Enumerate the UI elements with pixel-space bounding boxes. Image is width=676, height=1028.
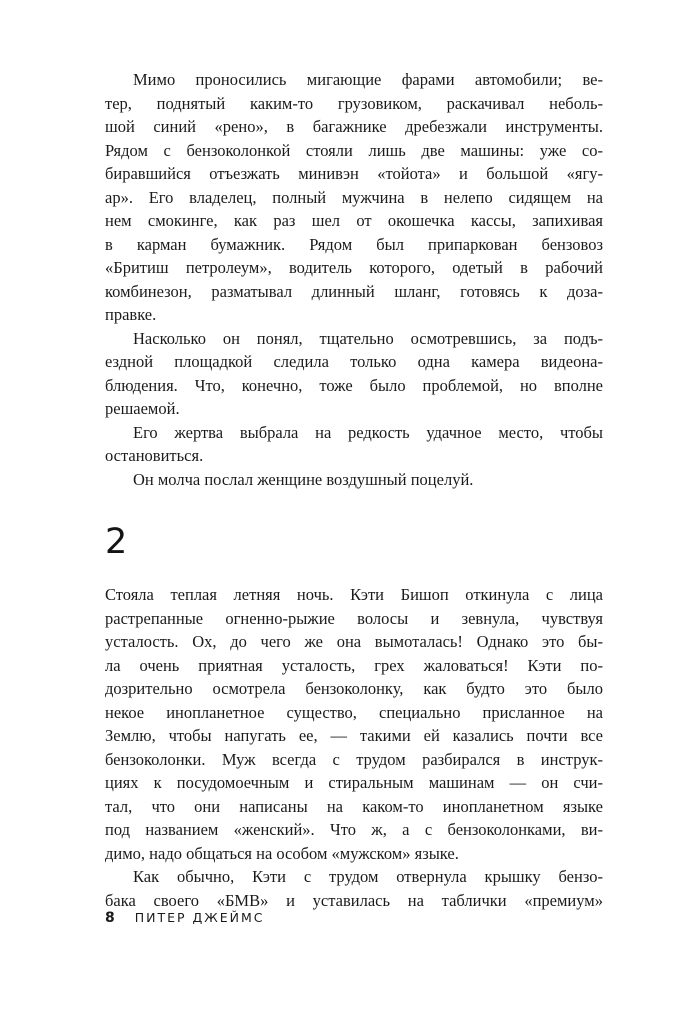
- paragraph: [105, 68, 603, 327]
- paragraph: [105, 468, 603, 492]
- chapter-number: 2: [105, 522, 128, 562]
- paragraph: [105, 327, 603, 421]
- text-line: бака своего «БМВ» и уставилась на таблички «премиум»: [105, 890, 603, 910]
- text-line: Землю, чтобы напугать ее, — такими ей казались почти все: [105, 726, 603, 745]
- text-line: Рядом с бензоколонкой стояли лишь две машины: уже со-: [105, 140, 603, 160]
- text-line: нем смокинге, как раз шел от окошечка кассы, запихивая: [105, 211, 603, 230]
- text-line: усталость. Ох, до чего же она вымоталась! Однако это бы-: [105, 632, 603, 651]
- text-line: тал, что они написаны на каком-то инопланетном языке: [105, 796, 603, 816]
- text-line: Как обычно, Кэти с трудом отвернула крышку бензо-: [133, 867, 603, 886]
- text-line: биравшийся отъезжать минивэн «тойота» и большой «ягу-: [105, 164, 603, 183]
- text-line: Его жертва выбрала на редкость удачное место, чтобы: [133, 422, 603, 442]
- text-line: в карман бумажник. Рядом был припаркован бензовоз: [105, 234, 603, 254]
- text-line: правке.: [105, 305, 157, 324]
- text-line: блюдения. Что, конечно, тоже было проблемой, но вполне: [105, 375, 603, 395]
- paragraph: [105, 583, 603, 865]
- text-line: циях к посудомоечным и стиральным машинам — он счи-: [105, 773, 603, 792]
- text-line: бензоколонки. Муж всегда с трудом разбирался в инструк-: [105, 749, 603, 769]
- text-line: димо, надо общаться на особом «мужском» языке.: [105, 843, 459, 863]
- text-line: ар». Его владелец, полный мужчина в нелепо сидящем на: [105, 187, 603, 207]
- text-line: тер, поднятый каким-то грузовиком, раскачивал неболь-: [105, 93, 603, 113]
- text-line: ла очень приятная усталость, грех жаловаться! Кэти по-: [105, 655, 603, 675]
- text-block: [105, 68, 603, 912]
- page-number: 8: [105, 910, 115, 926]
- text-line: остановиться.: [105, 446, 204, 465]
- text-line: дозрительно осмотрела бензоколонку, как будто это было: [105, 679, 603, 698]
- text-line: «Бритиш петролеум», водитель которого, одетый в рабочий: [105, 258, 603, 277]
- text-line: Стояла теплая летняя ночь. Кэти Бишоп откинула с лица: [105, 585, 603, 604]
- page-footer: [105, 910, 603, 926]
- text-line: ездной площадкой следила только одна камера видеона-: [105, 352, 603, 371]
- text-line: Насколько он понял, тщательно осмотревшись, за подъ-: [133, 328, 603, 348]
- text-line: комбинезон, разматывал длинный шланг, готовясь к доза-: [105, 281, 603, 301]
- text-line: Он молча послал женщине воздушный поцелуй.: [133, 469, 474, 489]
- text-line: Мимо проносились мигающие фарами автомобили; ве-: [133, 70, 603, 89]
- paragraph: [105, 865, 603, 912]
- text-line: некое инопланетное существо, специально присланное на: [105, 702, 603, 722]
- text-line: под названием «женский». Что ж, а с бензоколонками, ви-: [105, 820, 603, 839]
- running-title-author: ПИТЕР ДЖЕЙМС: [134, 910, 265, 925]
- text-line: растрепанные огненно-рыжие волосы и зевнула, чувствуя: [105, 608, 603, 628]
- text-line: шой синий «рено», в багажнике дребезжали инструменты.: [105, 117, 603, 136]
- text-line: решаемой.: [105, 399, 180, 418]
- paragraph: [105, 421, 603, 468]
